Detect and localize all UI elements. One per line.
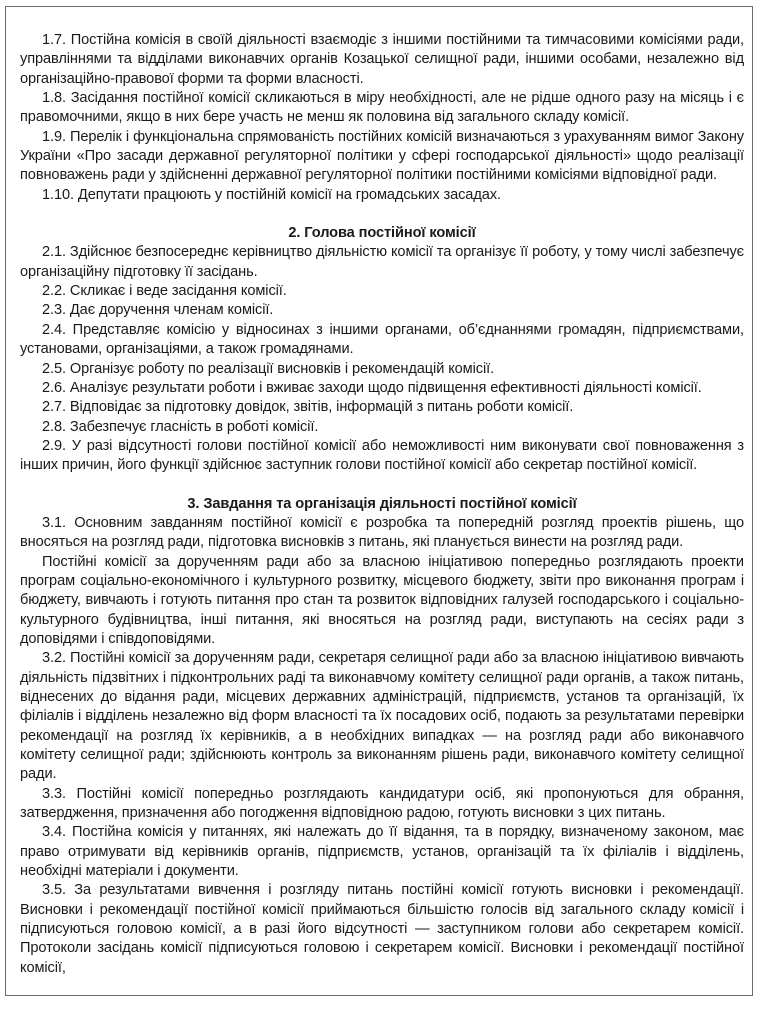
paragraph-1-9: 1.9. Перелік і функціональна спрямованість постійних комісій визначаються з урахуванням вимог Закону України «Про засади державної регуляторної політики у сфері господарської діяльності» щодо реалізації повноважень ради у здійсненні державної регуляторної політики постійними комісіями відповідної ради. <box>20 128 744 184</box>
paragraph-3-3: 3.3. Постійні комісії попередньо розглядають кандидатури осіб, які пропонуються для обрання, затвердження, призначення або погодження відповідною радою, готують висновки з цих питань. <box>20 785 744 822</box>
paragraph-1-7: 1.7. Постійна комісія в своїй діяльності взаємодіє з іншими постійними та тимчасовими комісіями ради, управліннями та відділами виконавчих органів Козацької селищної ради, іншими особами, незалежно від організаційно-правової форми та форми власності. <box>20 32 744 87</box>
paragraph-2-1: 2.1. Здійснює безпосереднє керівництво діяльністю комісії та організує її роботу, у тому числі забезпечує організаційну підготовку її засідань. <box>20 244 744 280</box>
paragraph-2-5: 2.5. Організує роботу по реалізації висновків і рекомендацій комісії. <box>42 360 494 377</box>
paragraph-2-6: 2.6. Аналізує результати роботи і вживає заходи щодо підвищення ефективності діяльності комісії. <box>42 379 702 396</box>
paragraph-1-10: 1.10. Депутати працюють у постійній комісії на громадських засадах. <box>42 186 501 203</box>
paragraph-3-1: 3.1. Основним завданням постійної комісії є розробка та попередній розгляд проектів рішень, що вносяться на розгляд ради, підготовка висновків з питань, які планується винести на розгляд ради. <box>20 514 744 551</box>
paragraph-3-5: 3.5. За результатами вивчення і розгляду питань постійні комісії готують висновки і рекомендації. Висновки і рекомендації постійної комісії приймаються більшістю голосів від загального складу комісії і підписуються головою комісії, а в разі його відсутності — заступником голови або секретарем комісії. Протоколи засідань комісії підписуються головою і секретарем комісії. Висновки і рекомендації постійної комісії, <box>20 882 744 976</box>
section-2-heading: 2. Голова постійної комісії <box>288 225 476 242</box>
paragraph-2-8: 2.8. Забезпечує гласність в роботі комісії. <box>42 418 319 435</box>
paragraph-3-2: 3.2. Постійні комісії за дорученням ради, секретаря селищної ради або за власною ініціативою вивчають діяльність підзвітних і підконтрольних раді та виконавчому комітету селищної ради органів, а також питань, віднесених до відання ради, місцевих державних адміністрацій, підприємств, установ та організацій, їх філіалів і відділень незалежно від форм власності та їх посадових осіб, подають за результатами перевірки рекомендації на розгляд їх керівників, а в необхідних випадках — на розгляд ради або виконавчого комітету селищної ради; здійснюють контроль за виконанням рішень ради, виконавчого комітету селищної ради. <box>20 650 744 783</box>
paragraph-2-7: 2.7. Відповідає за підготовку довідок, звітів, інформацій з питань роботи комісії. <box>42 399 574 416</box>
paragraph-3-4: 3.4. Постійна комісія у питаннях, які належать до її відання, та в порядку, визначеному законом, має право отримувати від керівників органів, підприємств, установ, організацій та їх філіалів і відділень, необхідні матеріали і документи. <box>20 824 744 880</box>
paragraph-2-9: 2.9. У разі відсутності голови постійної комісії або неможливості ним виконувати свої повноваження з інших причин, його функції здійснює заступник голови постійної комісії або секретар постійної комісії. <box>20 437 744 474</box>
page-frame <box>5 6 753 996</box>
section-gap <box>20 476 744 495</box>
paragraph-2-2: 2.2. Скликає і веде засідання комісії. <box>42 283 287 300</box>
paragraph-1-8: 1.8. Засідання постійної комісії скликаються в міру необхідності, але не рідше одного разу на місяць і є правомочними, якщо в них бере участь не менш як половина від загального складу комісії. <box>20 90 744 126</box>
section-gap <box>20 205 744 224</box>
section-3-heading: 3. Завдання та організація діяльності постійної комісії <box>187 495 577 512</box>
paragraph-2-4: 2.4. Представляє комісію у відносинах з іншими органами, об’єднаннями громадян, підприємствами, установами, організаціями, а також громадянами. <box>20 321 744 358</box>
document-body <box>20 31 744 978</box>
paragraph-3-1-cont: Постійні комісії за дорученням ради або за власною ініціативою попередньо розглядають проекти програм соціально-економічного і культурного розвитку, місцевого бюджету, звіти про виконання програм і бюджету, вивчають і готують питання про стан та розвиток відповідних галузей господарського і соціально-культурного будівництва, інші питання, які вносяться на розгляд ради, виступають на сесіях ради з доповідями і співдоповідями. <box>20 553 744 647</box>
paragraph-2-3: 2.3. Дає доручення членам комісії. <box>42 302 274 319</box>
